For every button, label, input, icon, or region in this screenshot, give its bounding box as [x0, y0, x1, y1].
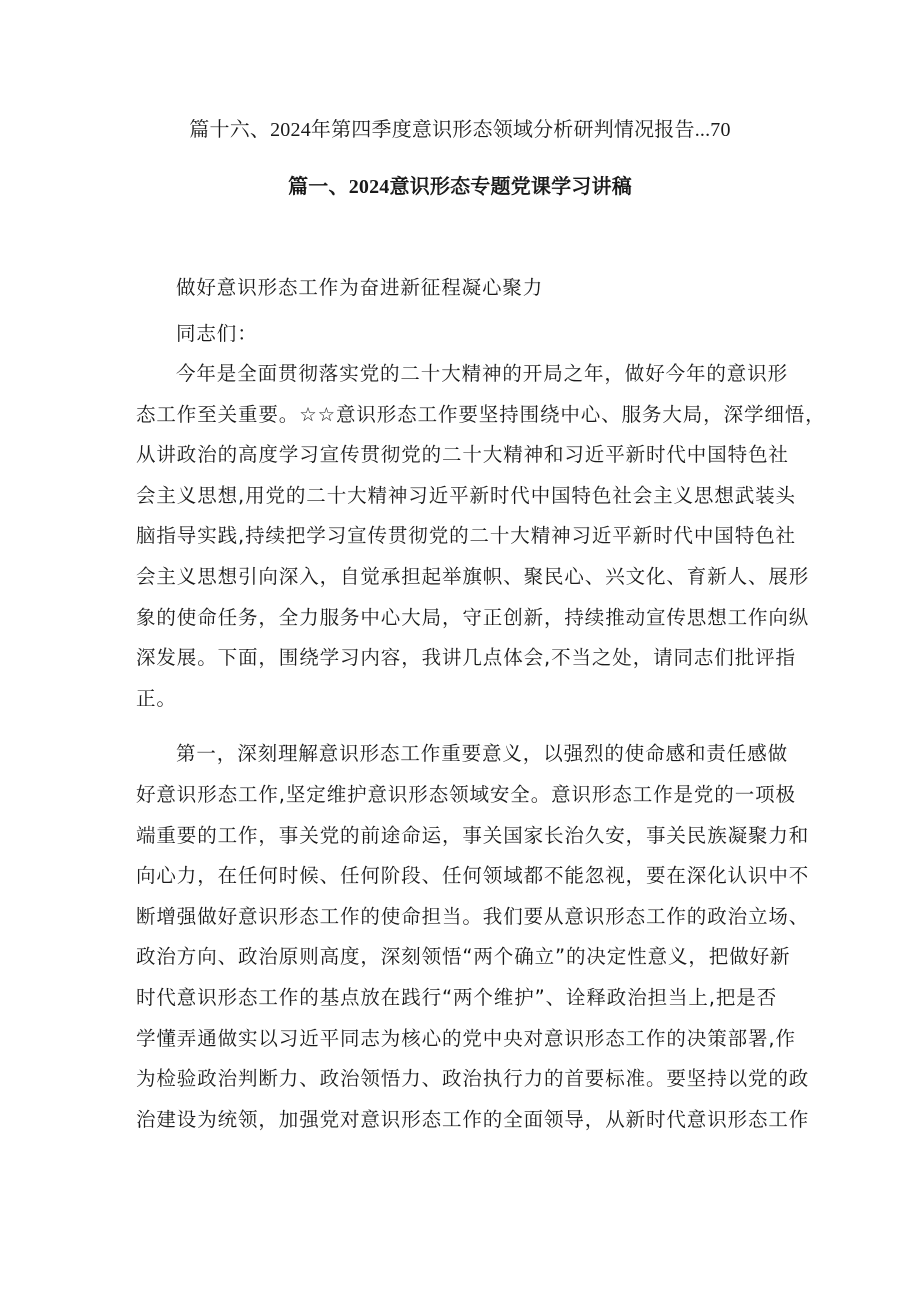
- paragraph-line: 好意识形态工作,坚定维护意识形态领域安全。意识形态工作是党的一项极: [136, 783, 796, 806]
- paragraph-line: 端重要的工作，事关党的前途命运，事关国家长治久安，事关民族凝聚力和: [136, 824, 810, 847]
- paragraph-line: 正。: [136, 687, 177, 710]
- paragraph-line: 象的使命任务，全力服务中心大局，守正创新，持续推动宣传思想工作向纵: [136, 606, 810, 629]
- paragraph-line: 时代意识形态工作的基点放在践行“两个维护”、诠释政治担当上,把是否: [136, 986, 778, 1009]
- paragraph-line: 治建设为统领，加强党对意识形态工作的全面领导，从新时代意识形态工作: [136, 1108, 810, 1131]
- paragraph-line: 政治方向、政治原则高度，深刻领悟“两个确立”的决定性意义，把做好新: [136, 945, 791, 968]
- paragraph-line: 向心力，在任何时候、任何阶段、任何领域都不能忽视，要在深化认识中不: [136, 864, 810, 887]
- paragraph-line: 脑指导实践,持续把学习宣传贯彻党的二十大精神习近平新时代中国特色社: [136, 524, 796, 547]
- paragraph-line: 深发展。下面，围绕学习内容，我讲几点体会,不当之处，请同志们批评指: [136, 646, 796, 669]
- salutation: 同志们：: [176, 322, 258, 345]
- paragraph-line: 从讲政治的高度学习宣传贯彻党的二十大精神和习近平新时代中国特色社: [136, 443, 789, 466]
- paragraph-line: 第一，深刻理解意识形态工作重要意义，以强烈的使命感和责任感做: [176, 742, 789, 765]
- toc-entry-16[interactable]: 篇十六、2024年第四季度意识形态领域分析研判情况报告...70: [189, 119, 731, 141]
- section-heading: 篇一、2024意识形态专题党课学习讲稿: [288, 176, 632, 198]
- paragraph-line: 断增强做好意识形态工作的使命担当。我们要从意识形态工作的政治立场、: [136, 905, 810, 928]
- paragraph-line: 为检验政治判断力、政治领悟力、政治执行力的首要标准。要坚持以党的政: [136, 1067, 810, 1090]
- article-title: 做好意识形态工作为奋进新征程凝心聚力: [176, 276, 544, 299]
- paragraph-line: 会主义思想,用党的二十大精神习近平新时代中国特色社会主义思想武装头: [136, 484, 796, 507]
- paragraph-line: 今年是全面贯彻落实党的二十大精神的开局之年，做好今年的意识形: [176, 362, 789, 385]
- paragraph-line: 会主义思想引向深入，自觉承担起举旗帜、聚民心、兴文化、育新人、展形: [136, 565, 810, 588]
- paragraph-line: 态工作至关重要。☆☆意识形态工作要坚持围绕中心、服务大局，深学细悟，: [136, 403, 826, 426]
- paragraph-line: 学懂弄通做实以习近平同志为核心的党中央对意识形态工作的决策部署,作: [136, 1027, 796, 1050]
